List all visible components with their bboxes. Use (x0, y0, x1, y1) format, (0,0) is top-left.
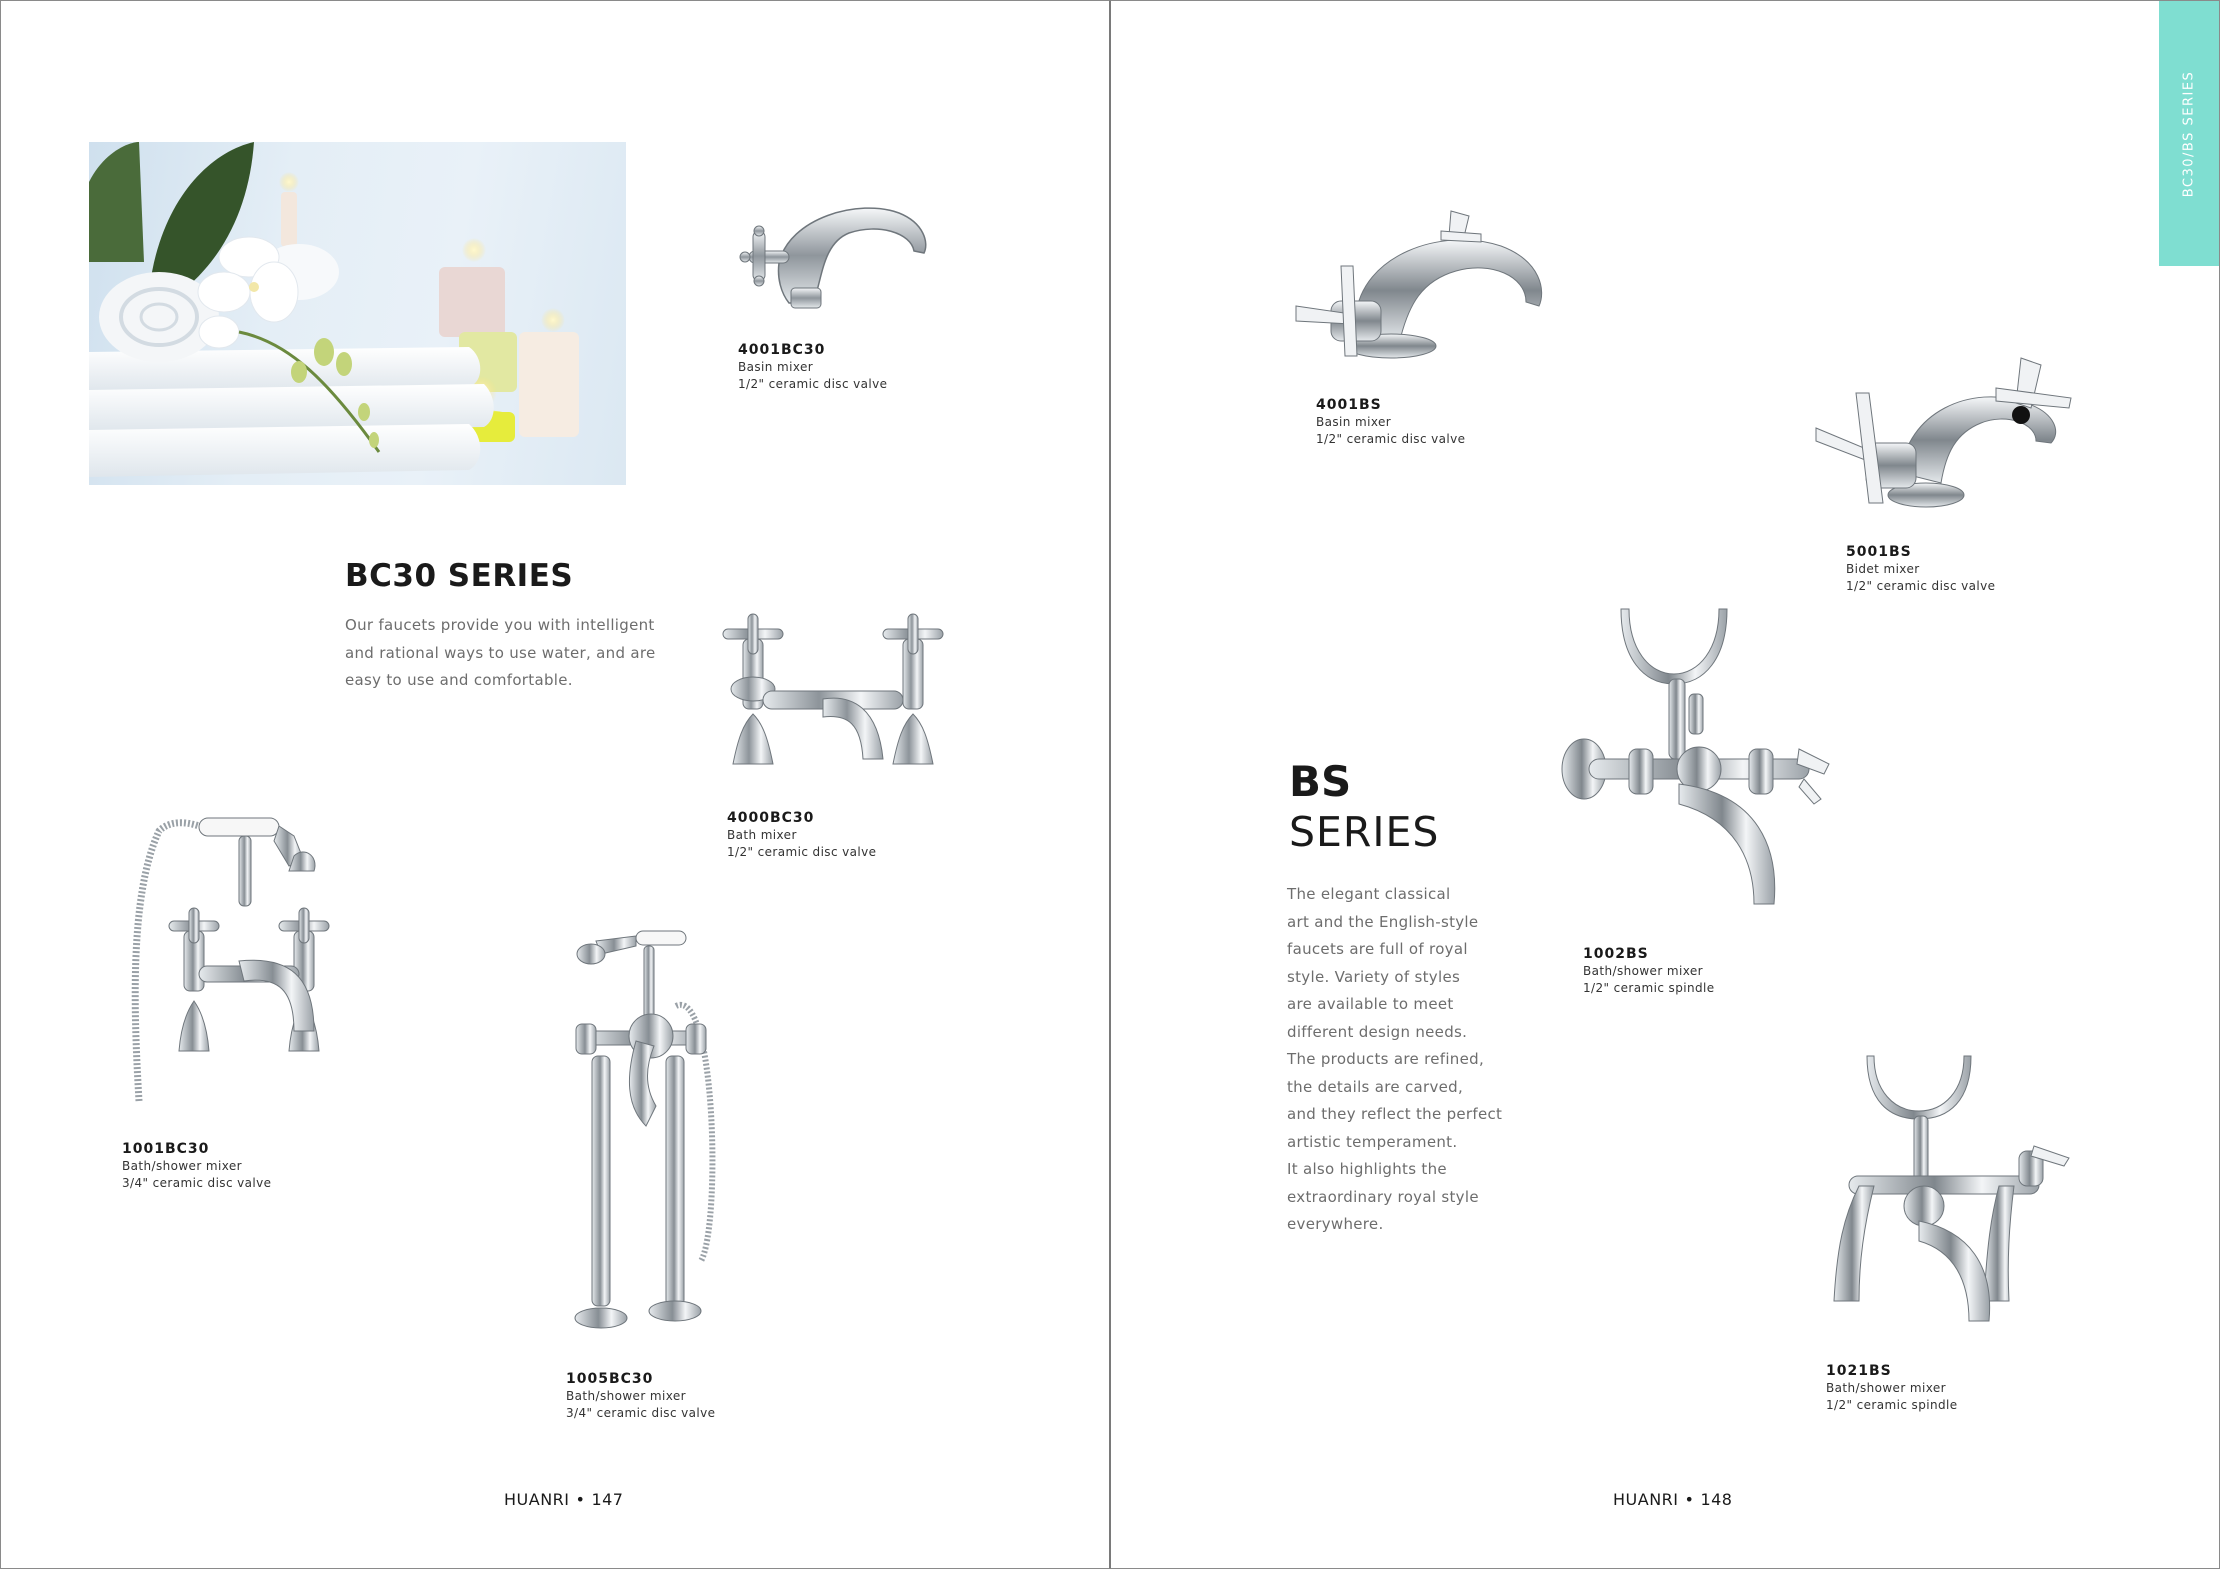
product-code: 1001BC30 (122, 1141, 210, 1157)
product-code: 4001BC30 (738, 342, 826, 358)
footer-brand: HUANRI (1613, 1490, 1679, 1509)
footer-separator: • (1684, 1490, 1695, 1509)
series-title (1289, 757, 1439, 857)
series-side-tab (2159, 1, 2219, 266)
footer-brand: HUANRI (504, 1490, 570, 1509)
intro-line: different design needs. (1287, 1022, 1468, 1041)
product-spec: 1/2" ceramic spindle (1583, 981, 1715, 995)
deck-bath-shower-mixer-icon (1829, 1046, 2074, 1326)
intro-line: art and the English-style (1287, 912, 1479, 931)
side-tab-label: BC30/BS SERIES (2181, 70, 2197, 197)
product-caption-1021BS (1826, 1362, 2086, 1414)
intro-line: extraordinary royal style (1287, 1187, 1479, 1206)
product-caption-4001BC30 (738, 341, 998, 393)
intro-line: artistic temperament. (1287, 1132, 1458, 1151)
product-name: Bath mixer (727, 828, 797, 842)
intro-line: Our faucets provide you with intelligent (345, 616, 655, 634)
product-code: 4000BC30 (727, 810, 815, 826)
footer-separator: • (575, 1490, 586, 1509)
basin-mixer-icon (719, 193, 934, 318)
freestanding-bath-shower-mixer-icon (566, 926, 731, 1346)
product-caption-1002BS (1583, 945, 1843, 997)
product-name: Basin mixer (1316, 415, 1392, 429)
product-name: Bath/shower mixer (1826, 1381, 1946, 1395)
product-code: 4001BS (1316, 397, 1382, 413)
series-intro (1287, 881, 1527, 1239)
product-image-4001BC30 (719, 193, 934, 318)
product-name: Bidet mixer (1846, 562, 1920, 576)
page-footer (1613, 1490, 1732, 1509)
product-image-1005BC30 (566, 926, 731, 1346)
product-code: 1021BS (1826, 1363, 1892, 1379)
bidet-mixer-icon (1811, 353, 2081, 513)
product-spec: 1/2" ceramic disc valve (727, 845, 877, 859)
product-image-1002BS (1559, 599, 1849, 914)
product-image-1001BC30 (129, 816, 349, 1111)
product-spec: 3/4" ceramic disc valve (122, 1176, 272, 1190)
wall-bath-shower-mixer-icon (1559, 599, 1849, 914)
series-title-line1: BS (1289, 757, 1352, 806)
product-name: Basin mixer (738, 360, 814, 374)
product-image-5001BS (1811, 353, 2081, 513)
intro-line: The products are refined, (1287, 1050, 1485, 1068)
product-image-4001BS (1291, 206, 1561, 366)
intro-line: style. Variety of styles (1287, 967, 1461, 986)
intro-line: are available to meet (1287, 995, 1454, 1013)
series-title: BC30 SERIES (345, 558, 574, 594)
product-name: Bath/shower mixer (122, 1159, 242, 1173)
product-caption-1001BC30 (122, 1140, 382, 1192)
product-image-1021BS (1829, 1046, 2074, 1326)
series-intro (345, 612, 685, 695)
series-title-line2: SERIES (1289, 808, 1440, 856)
product-code: 1002BS (1583, 946, 1649, 962)
product-caption-1005BC30 (566, 1370, 826, 1422)
basin-mixer-icon (1291, 206, 1561, 366)
product-code: 1005BC30 (566, 1371, 654, 1387)
product-spec: 3/4" ceramic disc valve (566, 1406, 716, 1420)
product-caption-4000BC30 (727, 809, 987, 861)
intro-line: easy to use and comfortable. (345, 671, 573, 689)
product-name: Bath/shower mixer (1583, 964, 1703, 978)
bath-mixer-icon (713, 609, 953, 777)
product-spec: 1/2" ceramic disc valve (738, 377, 888, 391)
product-spec: 1/2" ceramic disc valve (1846, 579, 1996, 593)
intro-line: everywhere. (1287, 1215, 1384, 1233)
product-code: 5001BS (1846, 544, 1912, 560)
catalog-page-left (0, 0, 1110, 1569)
product-image-4000BC30 (713, 609, 953, 777)
intro-line: It also highlights the (1287, 1160, 1447, 1178)
product-spec: 1/2" ceramic disc valve (1316, 432, 1466, 446)
product-caption-4001BS (1316, 396, 1576, 448)
product-name: Bath/shower mixer (566, 1389, 686, 1403)
catalog-page-right (1110, 0, 2220, 1569)
intro-line: the details are carved, (1287, 1077, 1464, 1096)
intro-line: and rational ways to use water, and are (345, 643, 656, 662)
page-footer (504, 1490, 623, 1509)
spa-towels-orchid-photo (89, 142, 626, 485)
page-number: 148 (1700, 1490, 1733, 1509)
page-number: 147 (591, 1490, 624, 1509)
product-caption-5001BS (1846, 543, 2106, 595)
bath-shower-mixer-icon (129, 816, 349, 1111)
product-spec: 1/2" ceramic spindle (1826, 1398, 1958, 1412)
intro-line: faucets are full of royal (1287, 940, 1468, 958)
intro-line: The elegant classical (1287, 885, 1451, 903)
intro-line: and they reflect the perfect (1287, 1105, 1503, 1123)
